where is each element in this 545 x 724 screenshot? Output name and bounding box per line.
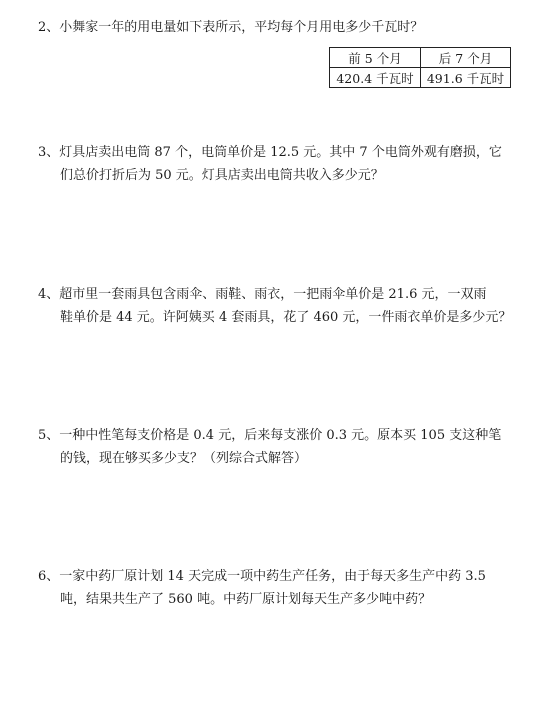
problem-4-line-1: 4、超市里一套雨具包含雨伞、雨鞋、雨衣，一把雨伞单价是 21.6 元，一双雨 <box>38 287 487 302</box>
table-header-row <box>330 48 511 68</box>
table-row <box>330 68 511 88</box>
problem-6-line-1: 6、一家中药厂原计划 14 天完成一项中药生产任务，由于每天多生产中药 3.5 <box>38 569 486 584</box>
problem-3-line-1: 3、灯具店卖出电筒 87 个，电筒单价是 12.5 元。其中 7 个电筒外观有磨损，它 <box>38 145 502 160</box>
table-cell-first-5-months-usage: 420.4 千瓦时 <box>330 68 421 88</box>
problem-2-line-1: 2、小舞家一年的用电量如下表所示，平均每个月用电多少千瓦时？ <box>38 20 424 35</box>
problem-4 <box>38 283 530 329</box>
table-header-first-5-months: 前 5 个月 <box>330 48 421 68</box>
problem-3 <box>38 141 530 187</box>
electricity-usage-table <box>329 47 511 88</box>
problem-5 <box>38 424 530 470</box>
problem-4-line-2: 鞋单价是 44 元。许阿姨买 4 套雨具，花了 460 元，一件雨衣单价是多少元？ <box>60 310 512 325</box>
problem-6 <box>38 565 530 611</box>
problem-5-line-2: 的钱，现在够买多少支？（列综合式解答） <box>60 451 308 466</box>
problem-5-line-1: 5、一种中性笔每支价格是 0.4 元，后来每支涨价 0.3 元。原本买 105 支这种笔 <box>38 428 502 443</box>
problem-6-line-2: 吨，结果共生产了 560 吨。中药厂原计划每天生产多少吨中药？ <box>60 592 432 607</box>
table-header-last-7-months: 后 7 个月 <box>421 48 511 68</box>
table-cell-last-7-months-usage: 491.6 千瓦时 <box>421 68 511 88</box>
problem-3-line-2: 们总价打折后为 50 元。灯具店卖出电筒共收入多少元？ <box>60 168 384 183</box>
problem-2 <box>38 16 530 39</box>
